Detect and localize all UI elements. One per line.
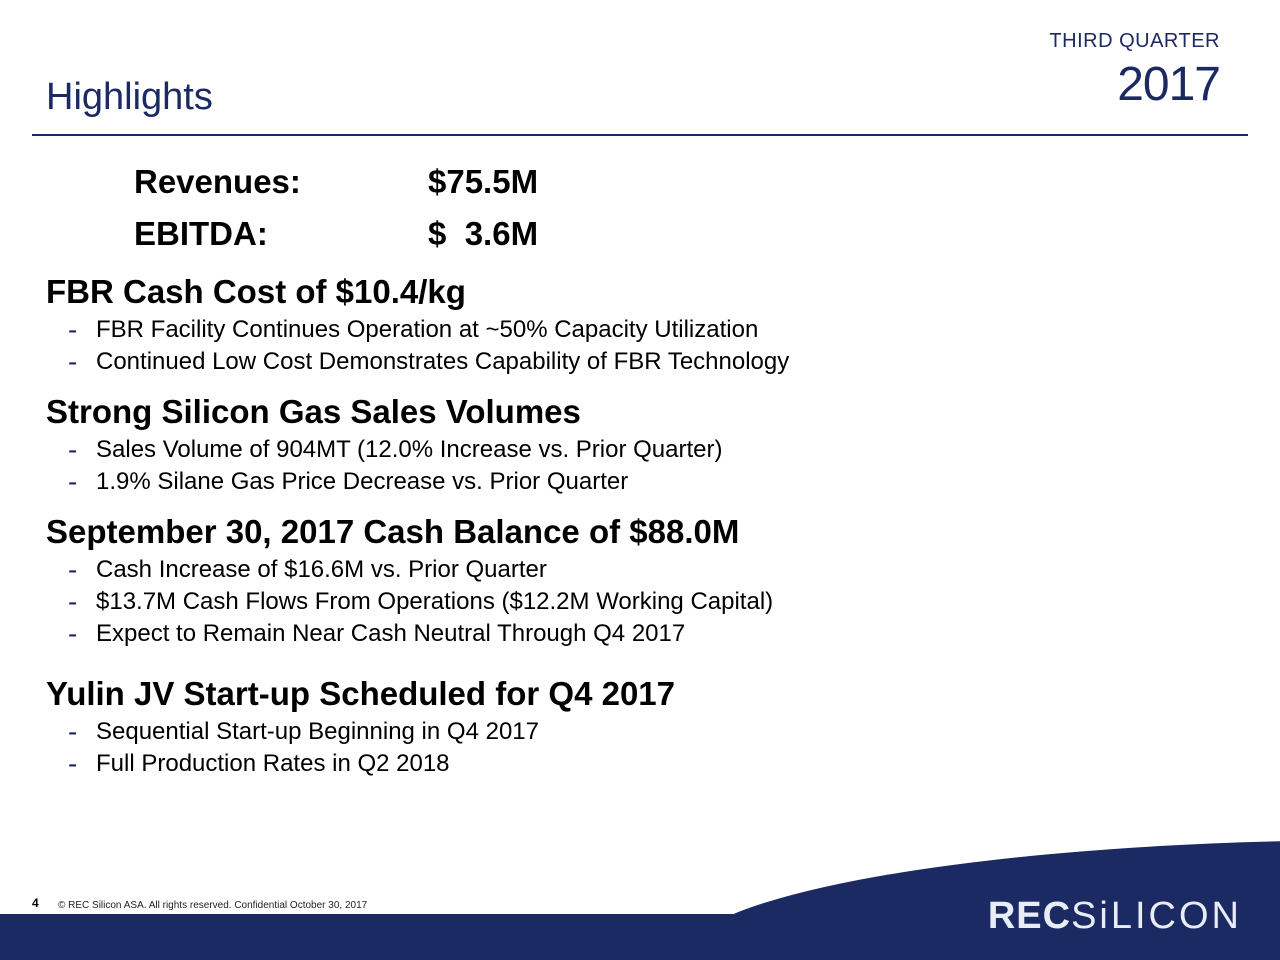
kpi-label: EBITDA: [134, 215, 268, 252]
kpi-label: Revenues: [134, 163, 301, 200]
bullet-text: $13.7M Cash Flows From Operations ($12.2M Working Capital) [96, 588, 774, 615]
copyright-notice: © REC Silicon ASA. All rights reserved. Confidential October 30, 2017 [58, 900, 368, 911]
bullet-item [68, 466, 1146, 498]
rec-silicon-logo [988, 895, 1242, 938]
kpi-value: $ 3.6M [428, 215, 539, 252]
section-fbr-cash-cost [46, 270, 1146, 378]
title-divider [32, 134, 1248, 136]
dash-icon: - [68, 618, 78, 649]
kpi-value: $75.5M [428, 163, 539, 200]
dash-icon: - [68, 346, 78, 377]
section-title: Strong Silicon Gas Sales Volumes [46, 393, 581, 430]
bullet-text: Sales Volume of 904MT (12.0% Increase vs. Prior Quarter) [96, 436, 723, 463]
bullet-item [68, 346, 1146, 378]
quarter-label: THIRD QUARTER [1049, 30, 1220, 52]
bullet-item [68, 586, 1146, 618]
kpi-revenues [134, 160, 538, 212]
year-label: 2017 [1117, 58, 1220, 111]
kpi-ebitda [134, 212, 538, 264]
dash-icon: - [68, 554, 78, 585]
bullet-text: FBR Facility Continues Operation at ~50% Capacity Utilization [96, 316, 759, 343]
bullet-text: Cash Increase of $16.6M vs. Prior Quarter [96, 556, 547, 583]
bullet-item [68, 554, 1146, 586]
bullet-item [68, 314, 1146, 346]
section-gas-sales [46, 390, 1146, 498]
dash-icon: - [68, 748, 78, 779]
bullet-text: Sequential Start-up Beginning in Q4 2017 [96, 718, 539, 745]
section-title: Yulin JV Start-up Scheduled for Q4 2017 [46, 675, 675, 712]
section-cash-balance [46, 510, 1146, 650]
bullet-text: Continued Low Cost Demonstrates Capability of FBR Technology [96, 348, 790, 375]
kpi-block [134, 160, 538, 264]
page-title: Highlights [46, 76, 213, 118]
highlight-sections [46, 270, 1146, 792]
bullet-item [68, 748, 1146, 780]
logo-rec-text: REC [987, 895, 1072, 937]
footer-band [0, 878, 1280, 960]
bullet-text: Full Production Rates in Q2 2018 [96, 750, 450, 777]
bullet-text: 1.9% Silane Gas Price Decrease vs. Prior Quarter [96, 468, 629, 495]
dash-icon: - [68, 466, 78, 497]
bullet-item [68, 618, 1146, 650]
report-period [1049, 30, 1220, 109]
section-yulin-jv [46, 672, 1146, 780]
dash-icon: - [68, 586, 78, 617]
dash-icon: - [68, 716, 78, 747]
logo-silicon-text: SiLICON [1071, 895, 1242, 937]
dash-icon: - [68, 314, 78, 345]
bullet-item [68, 716, 1146, 748]
section-title: September 30, 2017 Cash Balance of $88.0M [46, 513, 740, 550]
page-number: 4 [32, 896, 39, 910]
dash-icon: - [68, 434, 78, 465]
bullet-text: Expect to Remain Near Cash Neutral Through Q4 2017 [96, 620, 686, 647]
bullet-item [68, 434, 1146, 466]
section-title: FBR Cash Cost of $10.4/kg [46, 273, 466, 310]
